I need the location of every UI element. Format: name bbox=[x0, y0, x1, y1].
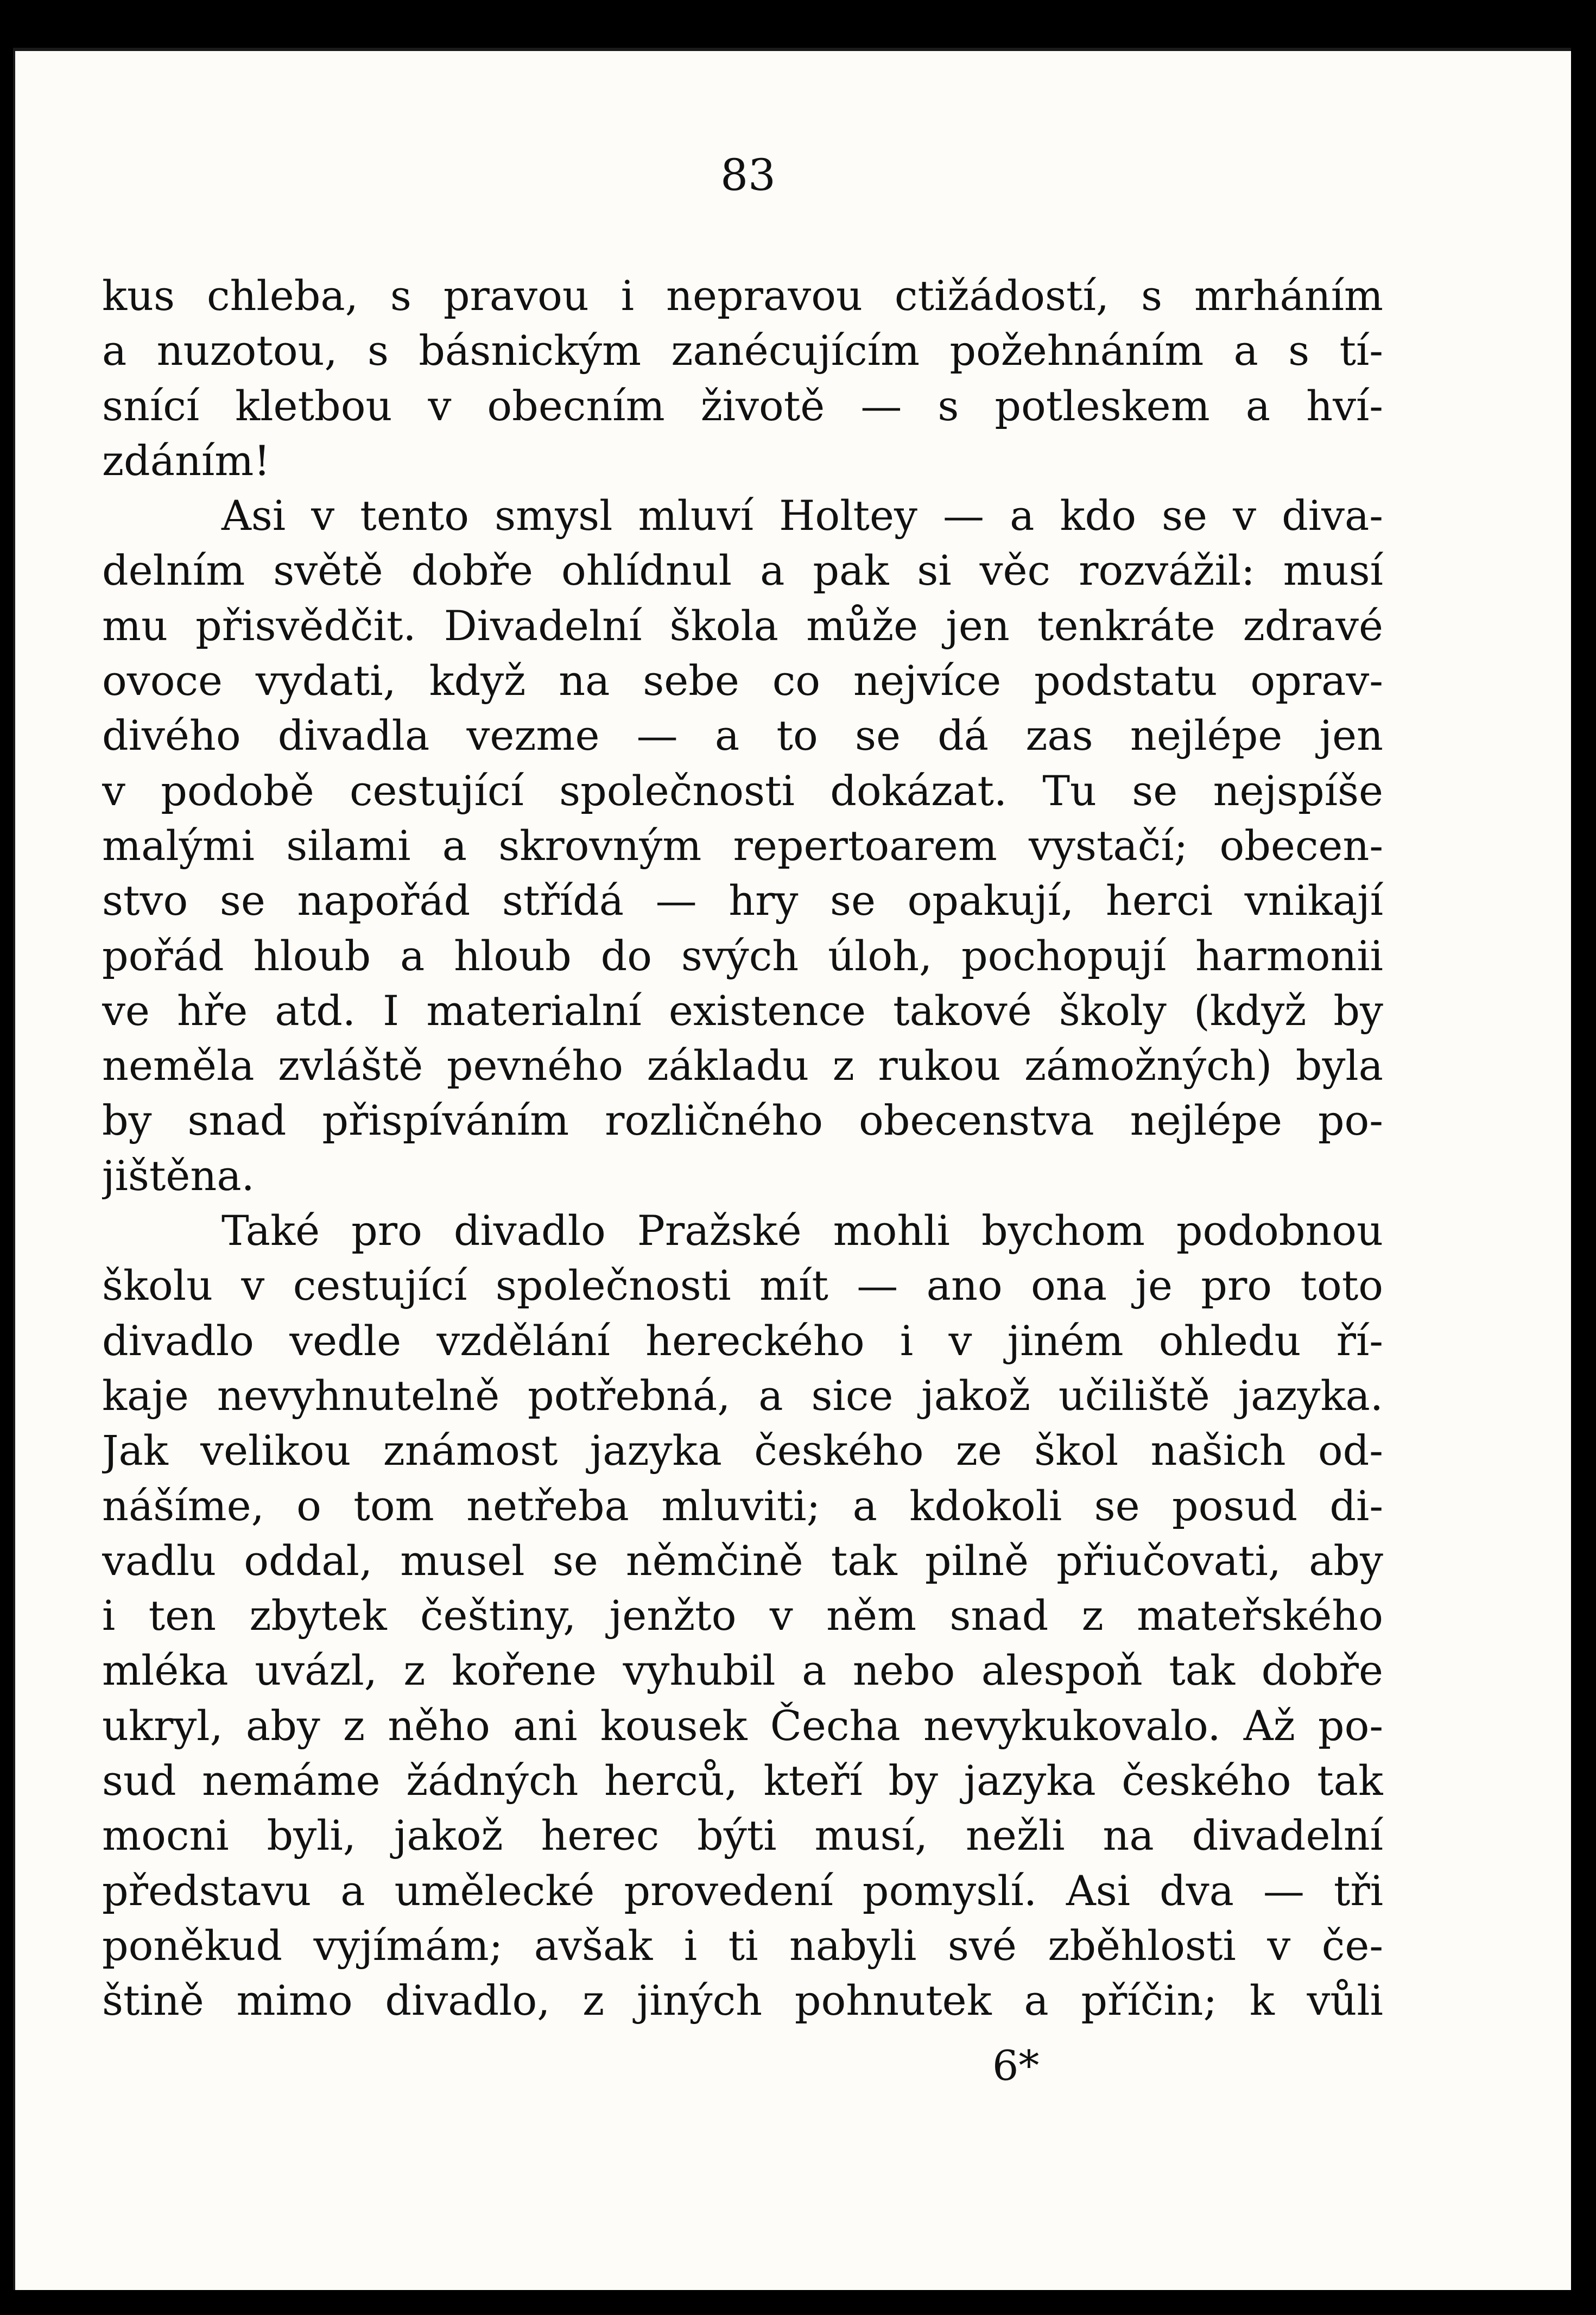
paragraph-start-line: Asi v tento smysl mluví Holtey — a kdo se v diva- bbox=[221, 491, 1383, 540]
text-line: snící kletbou v obecním životě — s potleskem a hví- bbox=[102, 381, 1383, 430]
text-line: ovoce vydati, když na sebe co nejvíce podstatu oprav- bbox=[102, 656, 1383, 705]
text-line: mocni byli, jakož herec býti musí, nežli na divadelní bbox=[102, 1811, 1383, 1860]
text-line: i ten zbytek češtiny, jenžto v něm snad z mateřského bbox=[102, 1591, 1383, 1640]
text-line: mu přisvědčit. Divadelní škola může jen tenkráte zdravé bbox=[102, 601, 1383, 650]
text-line: jištěna. bbox=[102, 1151, 255, 1200]
text-line: kaje nevyhnutelně potřebná, a sice jakož učiliště jazyka. bbox=[102, 1371, 1383, 1420]
paragraph-start-line: Také pro divadlo Pražské mohli bychom podobnou bbox=[221, 1206, 1383, 1255]
text-line: Jak velikou známost jazyka českého ze škol našich od- bbox=[102, 1426, 1383, 1475]
text-line: mléka uvázl, z kořene vyhubil a nebo alespoň tak dobře bbox=[102, 1646, 1383, 1695]
text-line: delním světě dobře ohlídnul a pak si věc rozvážil: musí bbox=[102, 546, 1383, 595]
text-line: zdáním! bbox=[102, 436, 270, 485]
page-number: 83 bbox=[720, 150, 776, 200]
text-line: nášíme, o tom netřeba mluviti; a kdokoli se posud di- bbox=[102, 1481, 1383, 1530]
text-line: štině mimo divadlo, z jiných pohnutek a příčin; k vůli bbox=[102, 1976, 1383, 2025]
text-line: vadlu oddal, musel se němčině tak pilně přiučovati, aby bbox=[102, 1536, 1383, 1585]
text-line: neměla zvláště pevného základu z rukou zámožných) byla bbox=[102, 1041, 1383, 1090]
text-line: kus chleba, s pravou i nepravou ctižádostí, s mrháním bbox=[102, 271, 1383, 320]
text-line: pořád hloub a hloub do svých úloh, pochopují harmonii bbox=[102, 931, 1383, 980]
signature-mark: 6* bbox=[992, 2041, 1040, 2090]
text-line: poněkud vyjímám; avšak i ti nabyli své zběhlosti v če- bbox=[102, 1921, 1383, 1970]
text-line: představu a umělecké provedení pomyslí. Asi dva — tři bbox=[102, 1866, 1383, 1915]
text-line: ve hře atd. I materialní existence takové školy (když by bbox=[102, 986, 1383, 1035]
text-line: stvo se napořád střídá — hry se opakují, herci vnikají bbox=[102, 876, 1383, 925]
body-text bbox=[102, 268, 1383, 2028]
text-line: ukryl, aby z něho ani kousek Čecha nevykukovalo. Až po- bbox=[102, 1701, 1383, 1750]
text-line: školu v cestující společnosti mít — ano ona je pro toto bbox=[102, 1261, 1383, 1310]
book-page bbox=[13, 48, 1571, 2290]
text-line: by snad přispíváním rozličného obecenstva nejlépe po- bbox=[102, 1096, 1383, 1145]
text-line: divadlo vedle vzdělání hereckého i v jiném ohledu ří- bbox=[102, 1316, 1383, 1365]
text-line: divého divadla vezme — a to se dá zas nejlépe jen bbox=[102, 711, 1383, 760]
text-line: malými silami a skrovným repertoarem vystačí; obecen- bbox=[102, 821, 1383, 870]
text-line: sud nemáme žádných herců, kteří by jazyka českého tak bbox=[102, 1756, 1383, 1805]
text-line: v podobě cestující společnosti dokázat. Tu se nejspíše bbox=[102, 766, 1383, 815]
text-line: a nuzotou, s básnickým zanécujícím požehnáním a s tí- bbox=[102, 326, 1383, 375]
